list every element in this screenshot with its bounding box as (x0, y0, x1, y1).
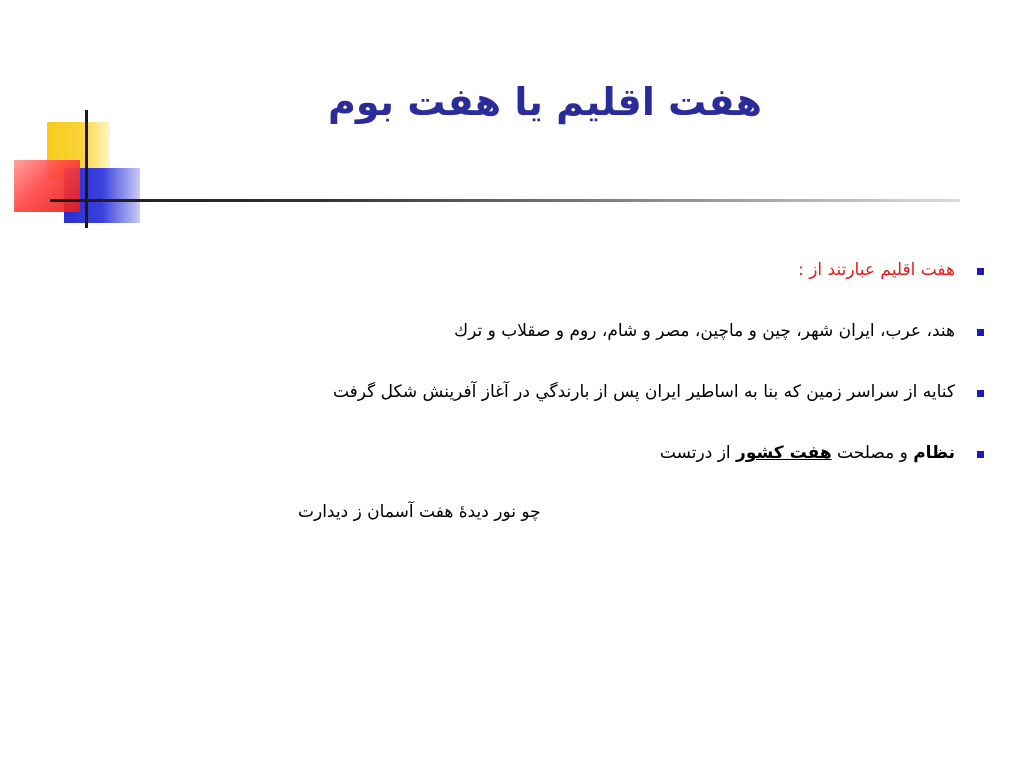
title-divider-line (50, 199, 960, 202)
slide-title: هفت اقليم يا هفت بوم (328, 80, 762, 124)
bullet-text-4 (660, 441, 955, 465)
bullet-marker (977, 268, 984, 275)
bullet-text-3: كنايه از سراسر زمين كه بنا به اساطير ايران پس از بارندگي در آغاز آفرينش شكل گرفت (332, 382, 955, 402)
bullet-marker (977, 390, 984, 397)
bullet-text-1: هفت اقليم عبارتند از : (798, 260, 955, 280)
decor-vertical-line (85, 110, 88, 228)
bullet-text-2: هند، عرب، ايران شهر، چين و ماچين، مصر و شام، روم و صقلاب و ترك (454, 321, 955, 341)
bullet-text-4-end: از درتست (659, 443, 737, 463)
verse-line: چو نور ديدهٔ هفت آسمان ز ديدارت (298, 502, 541, 522)
decor-red-square (14, 160, 80, 212)
bullet-text-4-bold: نظام (913, 443, 955, 463)
bullet-text-4-mid: و مصلحت (831, 443, 914, 463)
bullet-marker (977, 329, 984, 336)
bullet-text-4-underlined: هفت كشور (736, 443, 832, 463)
bullet-marker (977, 451, 984, 458)
